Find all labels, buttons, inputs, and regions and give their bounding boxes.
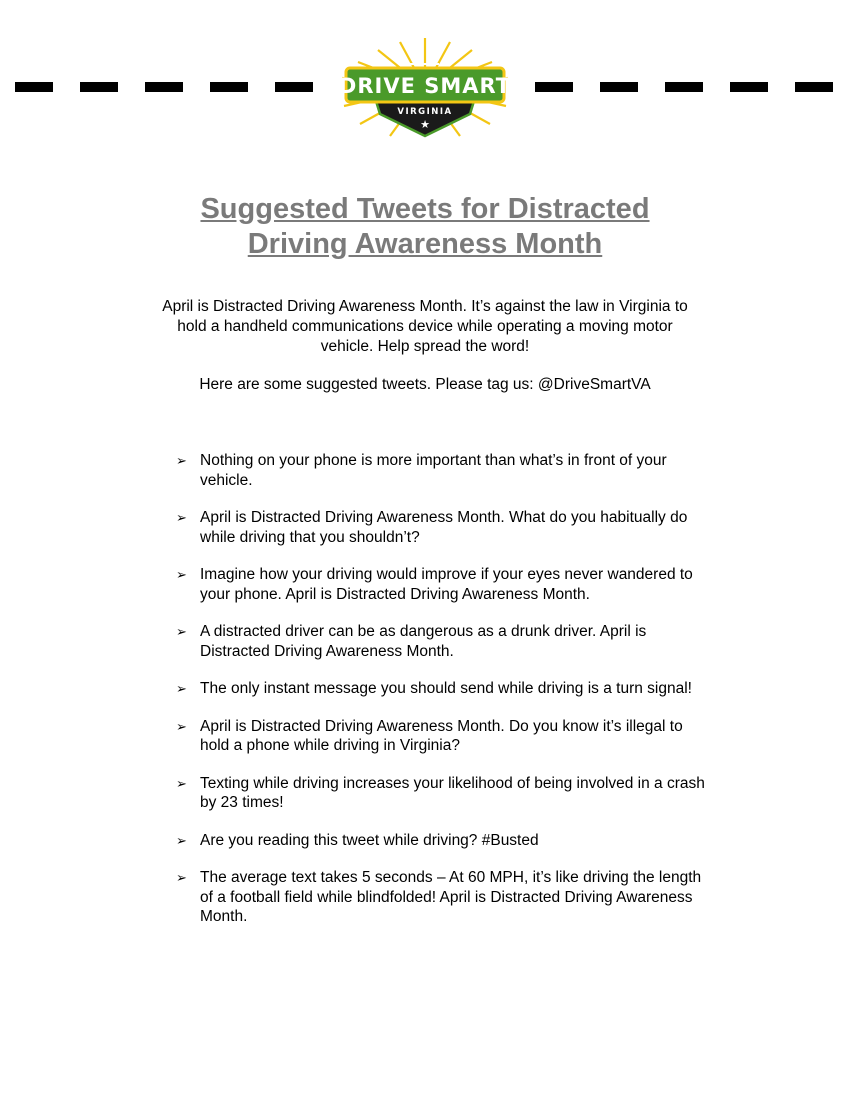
tweet-item <box>176 622 706 661</box>
tweet-item <box>176 717 706 756</box>
tweet-text: A distracted driver can be as dangerous as a drunk driver. April is Distracted Driving Awareness Month. <box>200 623 647 660</box>
road-dash <box>275 82 313 92</box>
tag-instruction: Here are some suggested tweets. Please tag us: @DriveSmartVA <box>199 376 651 393</box>
tweet-text: The average text takes 5 seconds – At 60 MPH, it’s like driving the length of a football field while blindfolded! April is Distracted Driving Awareness Month. <box>200 869 702 925</box>
arrow-bullet-icon: ➢ <box>176 624 187 639</box>
tweet-item <box>176 451 706 490</box>
tweet-text: Are you reading this tweet while driving? #Busted <box>200 831 539 849</box>
logo-title: DRIVE SMART <box>338 74 512 98</box>
tweet-item <box>176 565 706 604</box>
tweet-item <box>176 868 706 927</box>
road-dash <box>80 82 118 92</box>
road-dashes-left <box>0 82 320 92</box>
arrow-bullet-icon: ➢ <box>176 718 187 734</box>
arrow-bullet-icon: ➢ <box>176 567 187 582</box>
tweet-text: Imagine how your driving would improve if your eyes never wandered to your phone. April is Distracted Driving Awareness Month. <box>200 566 693 603</box>
page-title <box>0 192 850 262</box>
tweet-item <box>176 774 706 813</box>
logo-region: VIRGINIA <box>397 107 453 117</box>
tweet-list <box>176 451 706 945</box>
road-dash <box>600 82 638 92</box>
tweet-text: April is Distracted Driving Awareness Month. What do you habitually do while driving that you shouldn’t? <box>200 509 688 546</box>
road-dash <box>665 82 703 92</box>
drive-smart-logo <box>330 36 520 142</box>
tweet-text: April is Distracted Driving Awareness Month. Do you know it’s illegal to hold a phone while driving in Virginia? <box>200 717 683 754</box>
tweet-text: The only instant message you should send while driving is a turn signal! <box>200 680 692 697</box>
road-dash <box>210 82 248 92</box>
arrow-bullet-icon: ➢ <box>176 870 187 885</box>
arrow-bullet-icon: ➢ <box>176 453 187 468</box>
intro-paragraph: April is Distracted Driving Awareness Month. It’s against the law in Virginia to hold a handheld communications device while operating a moving motor vehicle. Help spread the word! <box>162 298 688 355</box>
page-title-line-2: Driving Awareness Month <box>247 228 603 260</box>
page-title-line-1: Suggested Tweets for Distracted <box>200 193 650 225</box>
arrow-bullet-icon: ➢ <box>176 832 187 848</box>
arrow-bullet-icon: ➢ <box>176 681 187 696</box>
tweet-item <box>176 508 706 547</box>
tweet-text: Texting while driving increases your likelihood of being involved in a crash by 23 times! <box>200 774 705 811</box>
tweet-item <box>176 831 706 851</box>
road-dash <box>535 82 573 92</box>
road-dash <box>145 82 183 92</box>
arrow-bullet-icon: ➢ <box>176 775 187 791</box>
intro-section <box>150 297 700 395</box>
tweet-text: Nothing on your phone is more important than what’s in front of your vehicle. <box>200 452 667 489</box>
road-dash <box>795 82 833 92</box>
road-dash <box>730 82 768 92</box>
star-icon: ★ <box>420 119 430 131</box>
road-dashes-right <box>530 82 850 92</box>
tweet-item <box>176 679 706 699</box>
road-dash <box>15 82 53 92</box>
arrow-bullet-icon: ➢ <box>176 510 187 525</box>
